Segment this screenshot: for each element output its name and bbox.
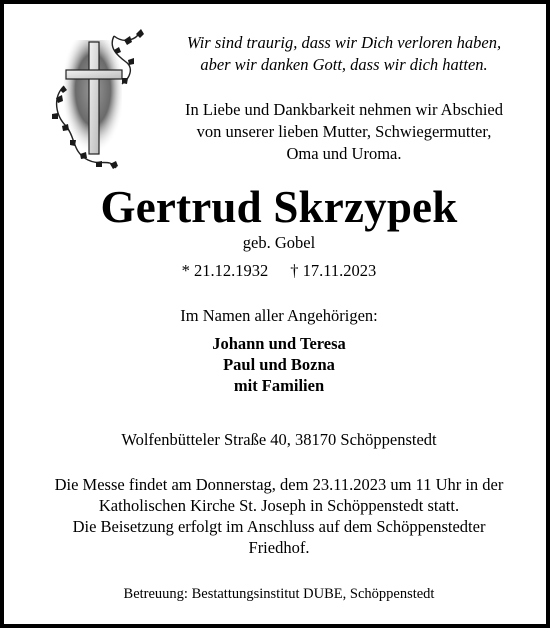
verse-line: Wir sind traurig, dass wir Dich verloren haben, [186, 33, 502, 52]
mourner-line: mit Familien [233, 376, 325, 395]
funeral-home-credit: Betreuung: Bestattungsinstitut DUBE, Schöppenstedt [123, 586, 435, 602]
farewell-line: von unserer lieben Mutter, Schwiegermutter, [196, 122, 492, 141]
service-details [4, 474, 550, 558]
farewell-line: In Liebe und Dankbarkeit nehmen wir Abschied [185, 100, 503, 119]
mourners-intro: Im Namen aller Angehörigen: [180, 306, 378, 325]
verse-quote [154, 32, 534, 76]
service-line: Katholischen Kirche St. Joseph in Schöppenstedt statt. [98, 496, 460, 515]
birth-name: geb. Gobel [242, 233, 316, 252]
farewell-text [154, 99, 534, 165]
deceased-name: Gertrud Skrzypek [100, 182, 458, 232]
farewell-line: Oma und Uroma. [286, 144, 402, 163]
verse-line: aber wir danken Gott, dass wir dich hatten. [200, 55, 488, 74]
mourner-line: Johann und Teresa [212, 334, 346, 353]
death-date: † 17.11.2023 [290, 261, 377, 280]
service-line: Die Messe findet am Donnerstag, dem 23.11.2023 um 11 Uhr in der [54, 475, 504, 494]
service-line: Die Beisetzung erfolgt im Anschluss auf dem Schöppenstedter [72, 517, 486, 536]
mourner-line: Paul und Bozna [223, 355, 335, 374]
service-line: Friedhof. [248, 538, 310, 557]
birth-date: * 21.12.1932 [181, 261, 269, 280]
life-dates [4, 261, 550, 281]
family-address: Wolfenbütteler Straße 40, 38170 Schöppenstedt [121, 430, 437, 449]
mourners-list [4, 333, 550, 396]
cross-with-ivy-icon [44, 26, 148, 176]
